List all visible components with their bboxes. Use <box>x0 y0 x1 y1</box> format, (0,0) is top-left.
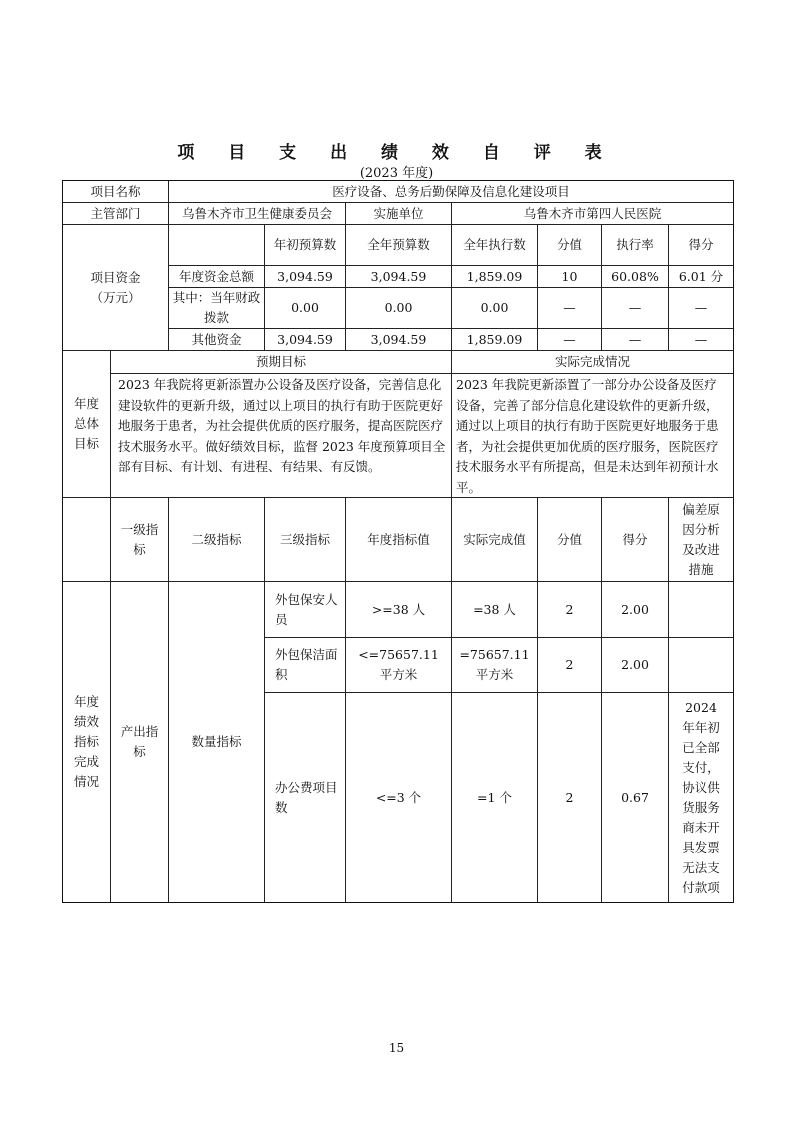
impl-label: 实施单位 <box>345 202 452 225</box>
funds-row-name: 其中：当年财政拨款 <box>168 287 265 329</box>
funds-value: 0.00 <box>264 287 346 329</box>
page-number: 15 <box>388 1041 405 1055</box>
project-name: 医疗设备、总务后勤保障及信息化建设项目 <box>168 180 734 203</box>
indicator-reason <box>668 637 734 693</box>
indicator-target: <=75657.11 平方米 <box>345 637 452 693</box>
indicator-score: 2.00 <box>601 637 669 693</box>
actual-goal-header: 实际完成情况 <box>451 350 734 374</box>
funds-value: 3,094.59 <box>345 265 452 288</box>
funds-row-name: 年度资金总额 <box>168 265 265 288</box>
indicator-target: <=3 个 <box>345 692 452 903</box>
indicator-level3: 外包保洁面积 <box>264 637 346 693</box>
funds-value: 1,859.09 <box>451 328 538 351</box>
indicator-reason <box>668 581 734 638</box>
dept-value: 乌鲁木齐市卫生健康委员会 <box>168 202 346 225</box>
indicator-header: 一级指标 <box>110 497 169 582</box>
indicator-header: 三级指标 <box>264 497 346 582</box>
indicator-score-value: 2 <box>537 637 602 693</box>
impl-value: 乌鲁木齐市第四人民医院 <box>451 202 734 225</box>
project-name-label: 项目名称 <box>62 180 169 203</box>
indicator-header: 二级指标 <box>168 497 265 582</box>
funds-value: — <box>668 328 734 351</box>
indicator-level2: 数量指标 <box>168 581 265 903</box>
goals-label: 年度总体目标 <box>62 350 111 498</box>
funds-value: — <box>601 287 669 329</box>
indicator-target: >=38 人 <box>345 581 452 638</box>
funds-header: 全年执行数 <box>451 224 538 266</box>
document-subtitle: (2023 年度) <box>359 166 434 181</box>
indicator-header: 实际完成值 <box>451 497 538 582</box>
indicator-actual: =38 人 <box>451 581 538 638</box>
funds-header: 分值 <box>537 224 602 266</box>
dept-label: 主管部门 <box>62 202 169 225</box>
expected-goal-header: 预期目标 <box>110 350 452 374</box>
funds-value: 6.01 分 <box>668 265 734 288</box>
funds-value: — <box>537 287 602 329</box>
indicator-level3: 外包保安人员 <box>264 581 346 638</box>
indicator-score: 2.00 <box>601 581 669 638</box>
funds-value: 3,094.59 <box>345 328 452 351</box>
indicator-actual: =1 个 <box>451 692 538 903</box>
funds-value: 0.00 <box>345 287 452 329</box>
funds-header: 年初预算数 <box>264 224 346 266</box>
indicator-score-value: 2 <box>537 581 602 638</box>
indicator-reason: 2024 年年初已全部支付，协议供货服务商未开具发票无法支付款项 <box>668 692 734 903</box>
actual-goal-text: 2023 年我院更新添置了一部分办公设备及医疗设备，完善了部分信息化建设软件的更新升级，通过以上项目的执行有助于医院更好地服务于患者，为社会提供更加优质的医疗服务，医院医疗技术服务水平有所提高，但是未达到年初预计水平。 <box>451 373 734 498</box>
funds-header: 执行率 <box>601 224 669 266</box>
funds-header-blank <box>168 224 265 266</box>
indicator-level3: 办公费项目数 <box>264 692 346 903</box>
funds-value: — <box>537 328 602 351</box>
funds-value: — <box>668 287 734 329</box>
funds-value: 3,094.59 <box>264 328 346 351</box>
indicator-level1: 产出指标 <box>110 581 169 903</box>
funds-label: 项目资金 （万元） <box>62 224 169 351</box>
funds-value: — <box>601 328 669 351</box>
funds-value: 0.00 <box>451 287 538 329</box>
indicator-score: 0.67 <box>601 692 669 903</box>
expected-goal-text: 2023 年我院将更新添置办公设备及医疗设备，完善信息化建设软件的更新升级，通过以上项目的执行有助于医院更好地服务于患者，为社会提供优质的医疗服务，提高医院医疗技术服务水平。做好绩效目标，监督 2023 年度预算项目全部有目标、有计划、有进程、有结果、有反馈。 <box>110 373 452 498</box>
indicator-section-label: 年度绩效指标完成情况 <box>62 581 111 903</box>
indicator-header: 偏差原因分析及改进措施 <box>668 497 734 582</box>
document-title: 项 目 支 出 绩 效 自 评 表 <box>177 143 616 163</box>
funds-value: 10 <box>537 265 602 288</box>
indicator-actual: =75657.11 平方米 <box>451 637 538 693</box>
funds-header: 得分 <box>668 224 734 266</box>
funds-header: 全年预算数 <box>345 224 452 266</box>
funds-value: 1,859.09 <box>451 265 538 288</box>
indicator-score-value: 2 <box>537 692 602 903</box>
funds-row-name: 其他资金 <box>168 328 265 351</box>
funds-value: 3,094.59 <box>264 265 346 288</box>
indicator-header: 得分 <box>601 497 669 582</box>
indicator-header: 分值 <box>537 497 602 582</box>
indicator-header-blank <box>62 497 111 582</box>
funds-value: 60.08% <box>601 265 669 288</box>
indicator-header: 年度指标值 <box>345 497 452 582</box>
